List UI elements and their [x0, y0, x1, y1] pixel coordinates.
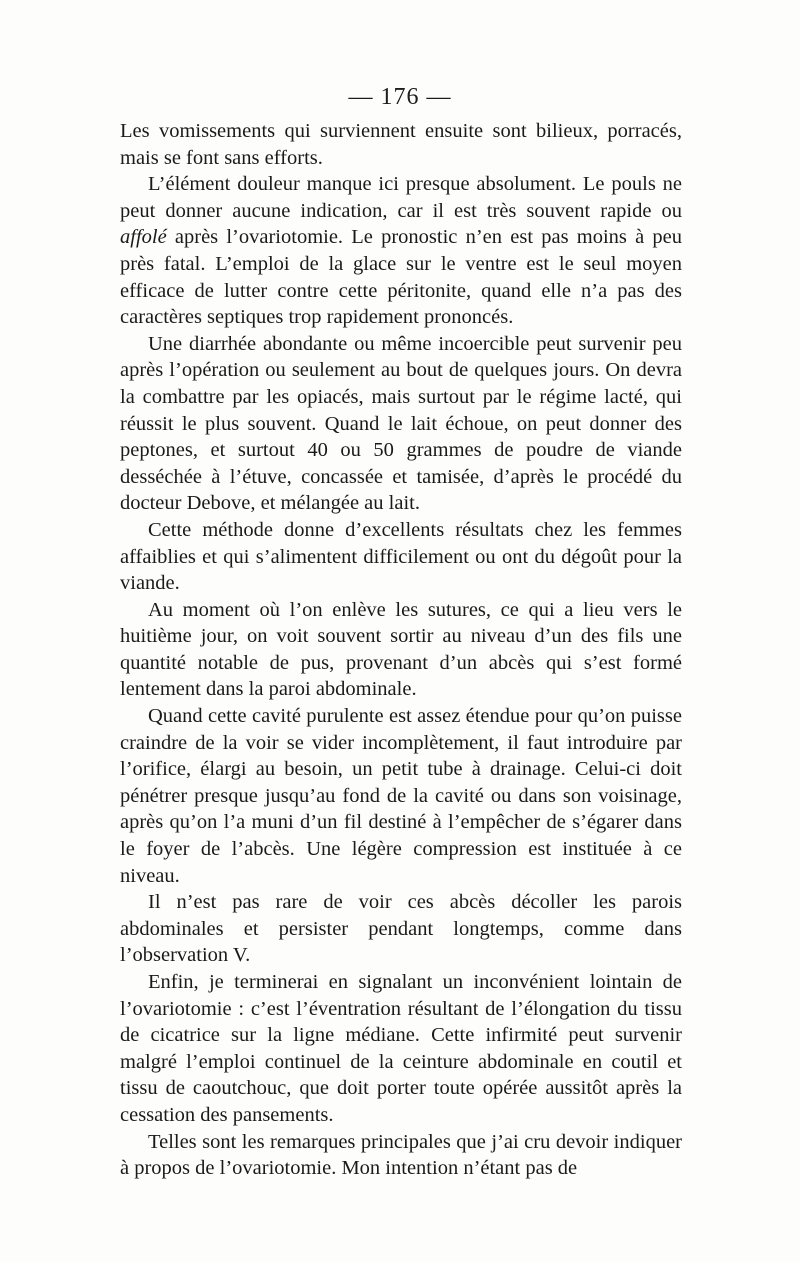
page-number: — 176 —: [348, 84, 452, 110]
paragraph-douleur: [120, 171, 682, 331]
paragraph-vomissements: Les vomissements qui surviennent ensuite sont bilieux, porracés, mais se font sans efforts.: [120, 120, 682, 169]
paragraph-cavite: Quand cette cavité purulente est assez étendue pour qu’on puisse craindre de la voir se vider incomplètement, il faut introduire par l’orifice, élargi au besoin, un petit tube à drainage. Celui-ci doit pénétrer presque jusqu’au fond de la cavité ou dans son voisinage, après qu’on l’a muni d’un fil destiné à l’empêcher de s’égarer dans le foyer de l’abcès. Une légère compression est instituée à ce niveau.: [120, 705, 682, 887]
emphasis-affole: affolé: [120, 226, 167, 249]
paragraph-douleur-start: L’élément douleur manque ici presque absolument. Le pouls ne peut donner aucune indication, car il est très souvent rapide ou: [120, 173, 682, 222]
body-text: [120, 118, 682, 1182]
paragraph-diarrhee: Une diarrhée abondante ou même incoercible peut survenir peu après l’opération ou seulement au bout de quelques jours. On devra la combattre par les opiacés, mais surtout par le régime lacté, qui réussit le plus souvent. Quand le lait échoue, on peut donner des peptones, et surtout 40 ou 50 grammes de poudre de viande desséchée à l’étuve, concassée et tamisée, d’après le procédé du docteur Debove, et mélangée au lait.: [120, 332, 682, 515]
paragraph-abces: Il n’est pas rare de voir ces abcès décoller les parois abdominales et persister pendant longtemps, comme dans l’observation V.: [120, 891, 682, 967]
paragraph-eventration: Enfin, je terminerai en signalant un inconvénient lointain de l’ovariotomie : c’est l’éventration résultant de l’élongation du tissu de cicatrice sur la ligne médiane. Cette infirmité peut survenir malgré l’emploi continuel de la ceinture abdominale en coutil et tissu de caoutchouc, que doit porter toute opérée aussitôt après la cessation des pansements.: [120, 971, 682, 1126]
paragraph-remarques: Telles sont les remarques principales que j’ai cru devoir indiquer à propos de l’ovariotomie. Mon intention n’étant pas de: [120, 1130, 682, 1180]
paragraph-sutures: Au moment où l’on enlève les sutures, ce qui a lieu vers le huitième jour, on voit souvent sortir au niveau d’un des fils une quantité notable de pus, provenant d’un abcès qui s’est formé lentement dans la paroi abdominale.: [120, 598, 682, 701]
paragraph-douleur-end: après l’ovariotomie. Le pronostic n’en est pas moins à peu près fatal. L’emploi de la glace sur le ventre est le seul moyen efficace de lutter contre cette péritonite, quand elle n’a pas des caractères septiques trop rapidement prononcés.: [120, 226, 682, 329]
paragraph-methode: Cette méthode donne d’excellents résultats chez les femmes affaiblies et qui s’alimentent difficilement ou ont du dégoût pour la viande.: [120, 518, 682, 595]
